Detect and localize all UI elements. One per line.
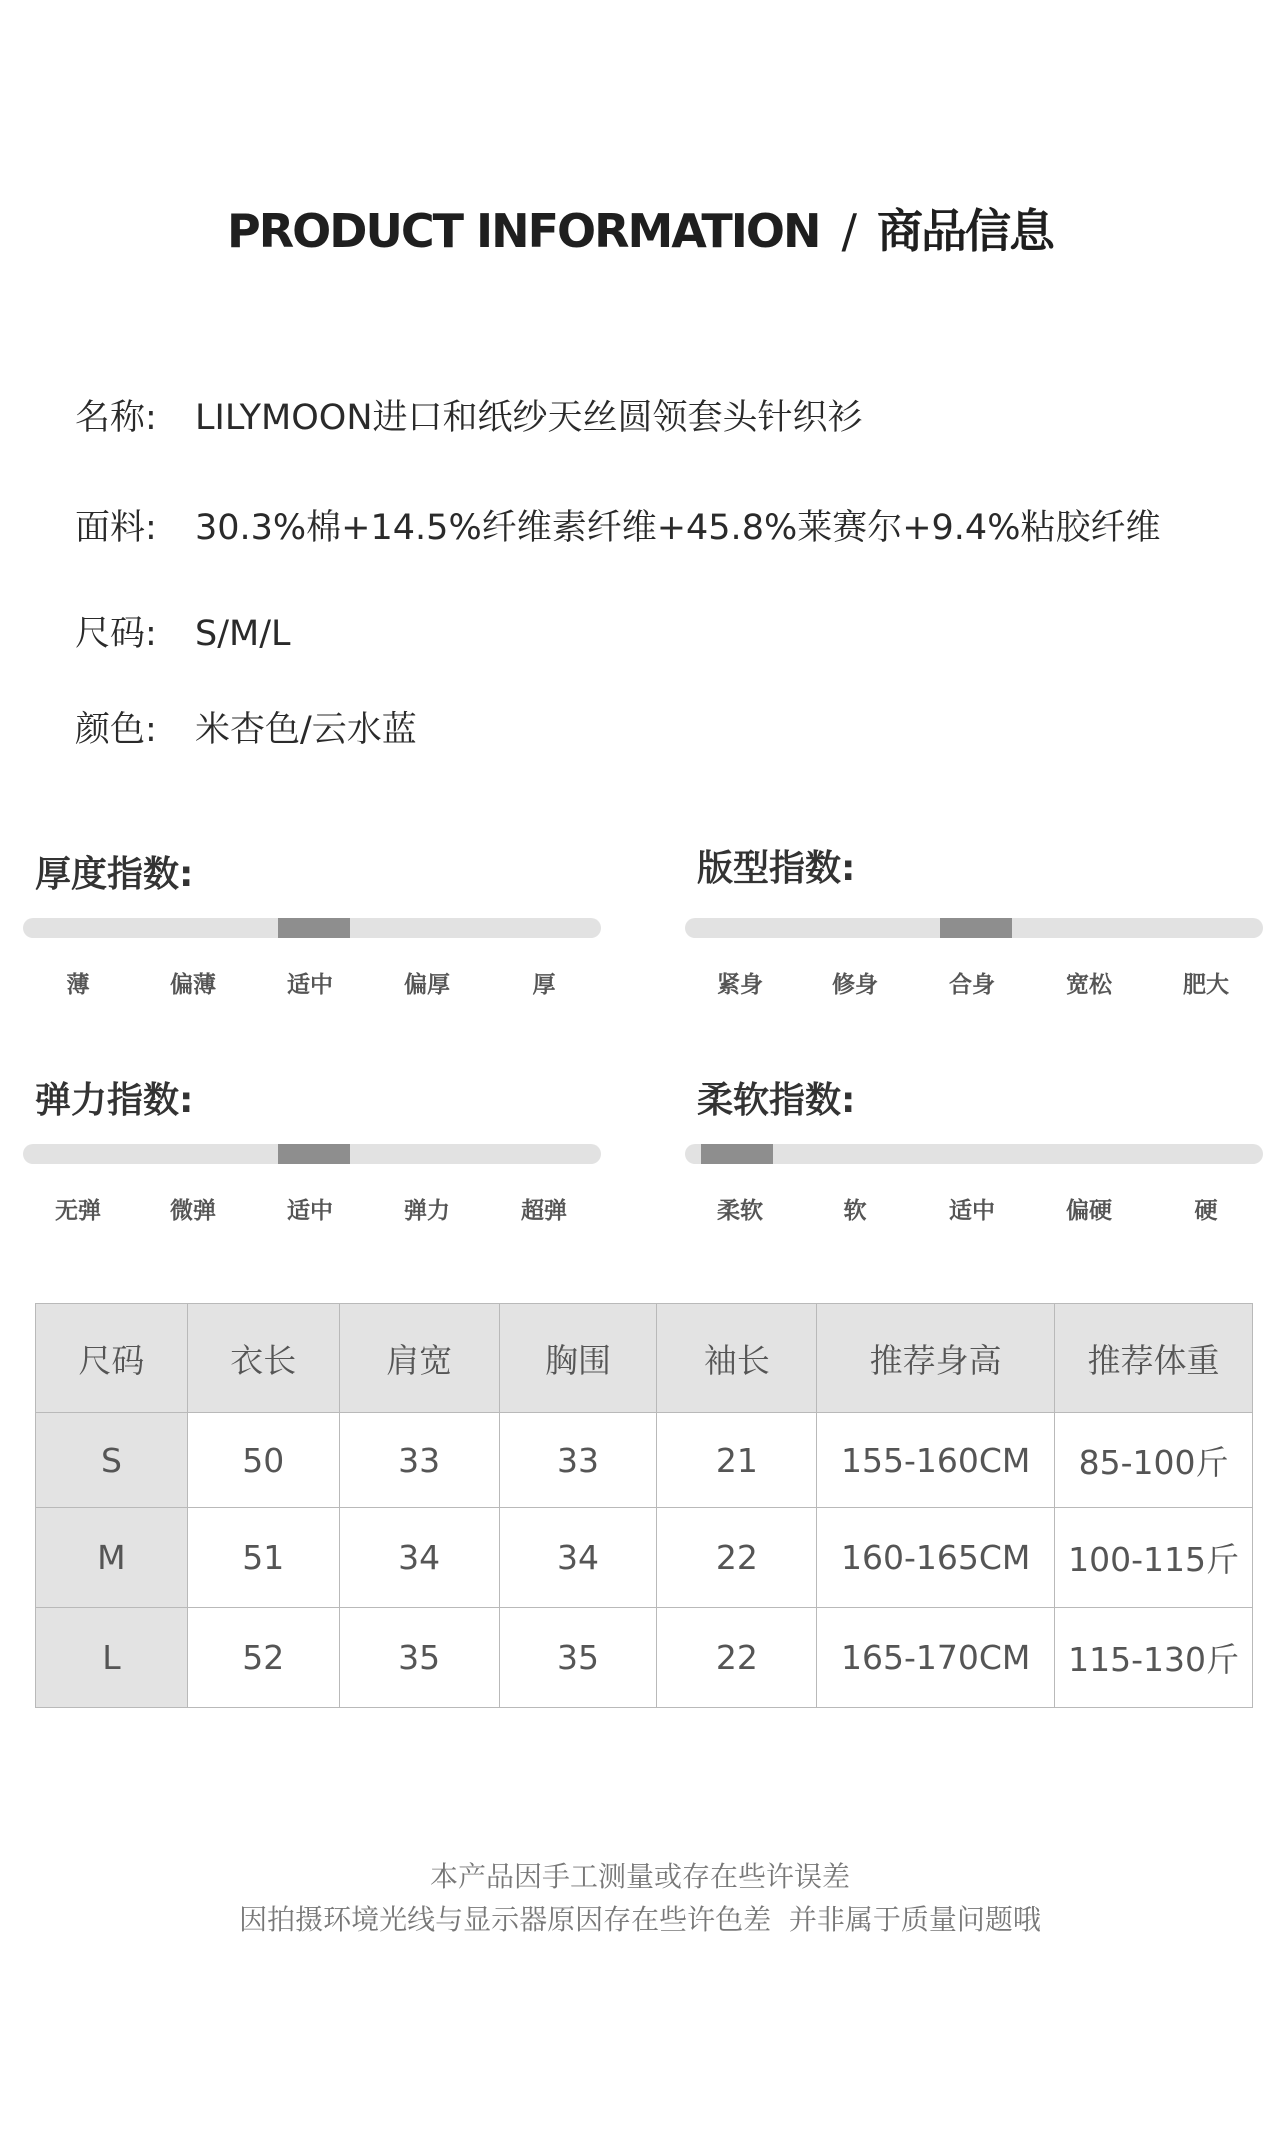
info-name-row: [75, 390, 863, 440]
cell-sleeve: 22: [657, 1608, 817, 1708]
cell-sleeve: 21: [657, 1413, 817, 1508]
softness-label-4: 偏硬: [1066, 1198, 1112, 1224]
fit-index-title: 版型指数:: [697, 848, 856, 889]
softness-index-title: 柔软指数:: [697, 1080, 856, 1121]
note-line-2: 因拍摄环境光线与显示器原因存在些许色差 并非属于质量问题哦: [239, 1903, 1041, 1936]
elasticity-label-4: 弹力: [404, 1198, 450, 1224]
fit-index-labels: [685, 966, 1263, 996]
cell-shoulder: 35: [339, 1608, 499, 1708]
cell-shoulder: 33: [339, 1413, 499, 1508]
info-fabric-row: [75, 500, 1160, 550]
cell-length: 52: [187, 1608, 339, 1708]
fit-index-marker: [940, 918, 1012, 938]
fit-label-1: 紧身: [717, 972, 763, 998]
thickness-label-1: 薄: [66, 972, 90, 998]
fabric-value: 30.3%棉+14.5%纤维素纤维+45.8%莱赛尔+9.4%粘胶纤维: [195, 508, 1161, 548]
softness-index-labels: [685, 1192, 1263, 1222]
title-separator: /: [841, 204, 855, 258]
thickness-index-title: 厚度指数:: [35, 854, 194, 895]
cell-size: S: [36, 1413, 188, 1508]
size-label: 尺码:: [75, 614, 157, 654]
page-title: [0, 195, 1280, 261]
elasticity-index-track: [23, 1144, 601, 1164]
header-length: 衣长: [187, 1304, 339, 1413]
color-value: 米杏色/云水蓝: [195, 710, 417, 750]
fit-label-5: 肥大: [1183, 972, 1229, 998]
softness-index-marker: [701, 1144, 773, 1164]
cell-chest: 33: [499, 1413, 657, 1508]
thickness-label-2: 偏薄: [170, 972, 216, 998]
size-value: S/M/L: [195, 614, 291, 654]
size-table: [35, 1303, 1253, 1708]
info-color-row: [75, 702, 417, 752]
cell-chest: 34: [499, 1508, 657, 1608]
thickness-label-5: 厚: [532, 972, 556, 998]
elasticity-index-labels: [23, 1192, 601, 1222]
header-sleeve: 袖长: [657, 1304, 817, 1413]
softness-label-2: 软: [843, 1198, 867, 1224]
info-size-row: [75, 606, 291, 656]
fit-label-4: 宽松: [1066, 972, 1112, 998]
elasticity-label-5: 超弹: [521, 1198, 567, 1224]
cell-size: M: [36, 1508, 188, 1608]
softness-label-1: 柔软: [717, 1198, 763, 1224]
elasticity-label-2: 微弹: [170, 1198, 216, 1224]
cell-weight: 115-130斤: [1055, 1608, 1253, 1708]
fit-label-2: 修身: [832, 972, 878, 998]
softness-label-5: 硬: [1194, 1198, 1218, 1224]
thickness-index-track: [23, 918, 601, 938]
note-line-1: 本产品因手工测量或存在些许误差: [429, 1860, 850, 1893]
cell-height: 165-170CM: [817, 1608, 1055, 1708]
cell-size: L: [36, 1608, 188, 1708]
cell-height: 160-165CM: [817, 1508, 1055, 1608]
header-shoulder: 肩宽: [339, 1304, 499, 1413]
cell-length: 51: [187, 1508, 339, 1608]
fit-index-track: [685, 918, 1263, 938]
elasticity-index-marker: [278, 1144, 350, 1164]
thickness-label-3: 适中: [287, 972, 333, 998]
table-row: [36, 1413, 1253, 1508]
thickness-index-marker: [278, 918, 350, 938]
cell-shoulder: 34: [339, 1508, 499, 1608]
header-weight: 推荐体重: [1055, 1304, 1253, 1413]
cell-length: 50: [187, 1413, 339, 1508]
fabric-label: 面料:: [75, 508, 157, 548]
title-cn: 商品信息: [876, 204, 1053, 258]
table-row: [36, 1508, 1253, 1608]
thickness-label-4: 偏厚: [404, 972, 450, 998]
cell-chest: 35: [499, 1608, 657, 1708]
elasticity-label-3: 适中: [287, 1198, 333, 1224]
title-en: PRODUCT INFORMATION: [227, 204, 820, 258]
elasticity-label-1: 无弹: [55, 1198, 101, 1224]
fit-label-3: 合身: [949, 972, 995, 998]
elasticity-index-title: 弹力指数:: [35, 1080, 194, 1121]
header-chest: 胸围: [499, 1304, 657, 1413]
color-label: 颜色:: [75, 710, 157, 750]
cell-weight: 100-115斤: [1055, 1508, 1253, 1608]
cell-height: 155-160CM: [817, 1413, 1055, 1508]
thickness-index-labels: [23, 966, 601, 996]
name-value: LILYMOON进口和纸纱天丝圆领套头针织衫: [195, 398, 863, 438]
header-height: 推荐身高: [817, 1304, 1055, 1413]
cell-sleeve: 22: [657, 1508, 817, 1608]
table-header-row: [36, 1304, 1253, 1413]
cell-weight: 85-100斤: [1055, 1413, 1253, 1508]
name-label: 名称:: [75, 398, 157, 438]
header-size: 尺码: [36, 1304, 188, 1413]
table-row: [36, 1608, 1253, 1708]
softness-label-3: 适中: [949, 1198, 995, 1224]
softness-index-track: [685, 1144, 1263, 1164]
